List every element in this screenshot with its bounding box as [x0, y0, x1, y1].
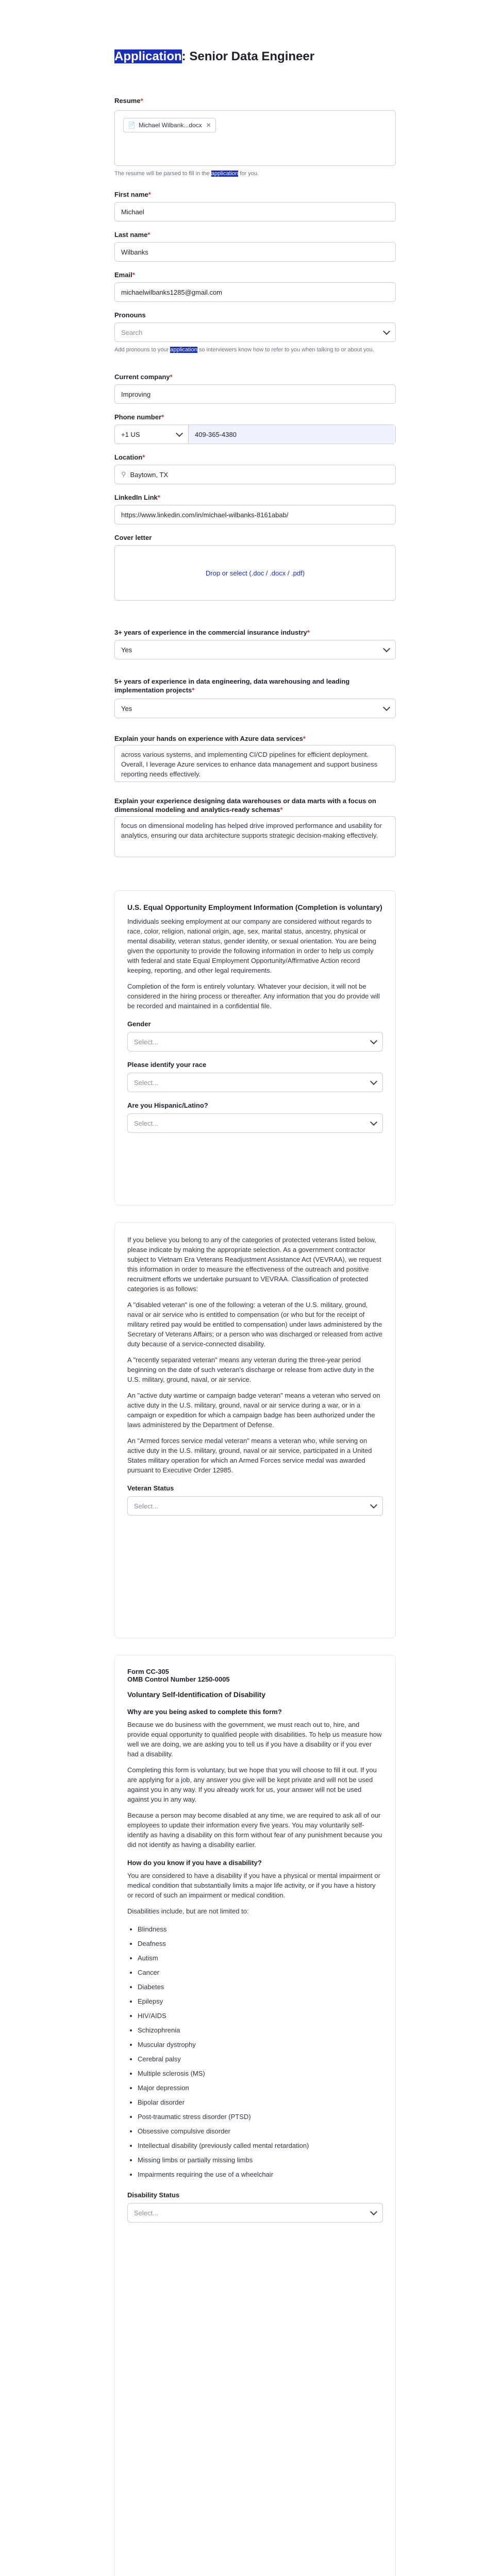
first-name-input[interactable]: Michael [114, 202, 396, 222]
cover-letter-dropzone-text: Drop or select (.doc / .docx / .pdf) [205, 569, 305, 577]
q-dw-textarea[interactable]: focus on dimensional modeling has helped drive improved performance and usability for analytics, ensuring our data architecture supports strategic decision-making effectively. [114, 816, 396, 857]
chevron-down-icon [370, 1501, 377, 1509]
list-item: • Impairments requiring the use of a wheelchair [138, 2167, 383, 2182]
veteran-status-label: Veteran Status [127, 1484, 174, 1492]
disability-paragraph: Because a person may become disabled at any time, we are required to ask all of our employees to update their information every five years. You may voluntarily self-identify as having a disability on this form without fear of any punishment because you did not identify as having a disability earlier. [127, 1811, 382, 1849]
eeo-paragraph: Individuals seeking employment at our company are considered without regards to race, color, religion, national origin, age, sex, marital status, ancestry, physical or mental disability, veteran status, gender identity, or sexual orientation. You are being given the opportunity to provide the following information in order to help us comply with federal and state Equal Employment Opportunity/Affirmative Action record keeping, reporting, and other legal requirements. [127, 918, 376, 974]
veteran-section [114, 1222, 396, 1638]
chevron-down-icon [370, 2208, 377, 2215]
chevron-down-icon [370, 1078, 377, 1085]
pronouns-label: Pronouns [114, 311, 146, 319]
pronouns-help: Add pronouns to your application so interviewers know how to refer to you when talking to or about you. [114, 347, 374, 353]
linkedin-input[interactable]: https://www.linkedin.com/in/michael-wilbanks-8161abab/ [114, 505, 396, 524]
company-input[interactable]: Improving [114, 384, 396, 404]
eeo-title: U.S. Equal Opportunity Employment Information (Completion is voluntary) [127, 903, 382, 911]
list-item: • Post-traumatic stress disorder (PTSD) [138, 2110, 383, 2124]
veteran-paragraph: A "disabled veteran" is one of the following: a veteran of the U.S. military, ground, naval or air service who is entitled to compensation (or who but for the receipt of military retired pay would be entitled to compensation) under laws administered by the Secretary of Veterans Affairs; or a person who was discharged or released from active duty because of a service-connected disability. [127, 1301, 382, 1348]
race-select[interactable]: Select... [127, 1073, 383, 1092]
chevron-down-icon [176, 430, 183, 437]
chevron-down-icon [383, 704, 390, 711]
q-azure-textarea[interactable]: across various systems, and implementing CI/CD pipelines for efficient deployment. Overall, I leverage Azure services to enhance data management and support business reporting needs effectively. [114, 745, 396, 782]
document-icon: 📄 [128, 122, 136, 129]
list-item: • Deafness [138, 1937, 383, 1951]
cover-letter-label: Cover letter [114, 534, 152, 541]
gender-label: Gender [127, 1020, 151, 1028]
hispanic-select[interactable]: Select... [127, 1113, 383, 1133]
q-insurance-select[interactable]: Yes [114, 640, 396, 659]
list-item: • Obsessive compulsive disorder [138, 2124, 383, 2139]
chevron-down-icon [370, 1118, 377, 1126]
resume-dropzone[interactable] [114, 110, 396, 166]
resume-label: Resume* [114, 97, 143, 105]
q-data-select[interactable]: Yes [114, 699, 396, 718]
q-data-label: 5+ years of experience in data engineering, data warehousing and leading implementation projects* [114, 677, 350, 694]
eeo-section [114, 890, 396, 1206]
hispanic-label: Are you Hispanic/Latino? [127, 1101, 208, 1109]
chevron-down-icon [383, 645, 390, 652]
phone-field [114, 425, 396, 444]
q-dw-label: Explain your experience designing data warehouses or data marts with a focus on dimensional modeling and analytics-ready schemas* [114, 797, 376, 814]
company-label: Current company* [114, 373, 173, 381]
list-item: • Cerebral palsy [138, 2052, 383, 2066]
disability-omb-number: OMB Control Number 1250-0005 [127, 1675, 230, 1683]
list-item: • Diabetes [138, 1980, 383, 1994]
q-azure-label: Explain your hands on experience with Azure data services* [114, 735, 306, 742]
gender-select[interactable]: Select... [127, 1032, 383, 1052]
disability-paragraph: Because we do business with the government, we must reach out to, hire, and provide equal opportunity to qualified people with disabilities. To help us measure how well we are doing, we are asking you to tell us if you have a disability or if you ever had a disability. [127, 1721, 382, 1758]
resume-note: The resume will be parsed to fill in the application for you. [114, 171, 259, 177]
disability-paragraph: Completing this form is voluntary, but we hope that you will choose to fill it out. If you are applying for a job, any answer you give will be kept private and will not be used against you in any way. If you already work for us, your answer will not be used against you in any way. [127, 1766, 377, 1803]
list-item: • HIV/AIDS [138, 2009, 383, 2023]
veteran-paragraph: An "active duty wartime or campaign badge veteran" means a veteran who served on active duty in the U.S. military, ground, naval or air service during a war, or in a campaign or expedition for which a campaign badge has been authorized under the laws administered by the Department of Defense. [127, 1392, 380, 1429]
phone-label: Phone number* [114, 413, 164, 421]
list-item: • Multiple sclerosis (MS) [138, 2066, 383, 2081]
resume-file-chip[interactable] [123, 118, 216, 132]
list-item: • Muscular dystrophy [138, 2038, 383, 2052]
first-name-label: First name* [114, 191, 151, 198]
veteran-paragraph: A "recently separated veteran" means any veteran during the three-year period beginning on the date of such veteran's discharge or release from active duty in the U.S. military, ground, naval, or air service. [127, 1356, 374, 1383]
list-item: • Cancer [138, 1965, 383, 1980]
phone-input[interactable]: 409-365-4380 [189, 425, 395, 444]
last-name-input[interactable]: Wilbanks [114, 242, 396, 262]
q-insurance-label: 3+ years of experience in the commercial insurance industry* [114, 629, 310, 636]
chevron-down-icon [370, 1037, 377, 1044]
search-icon: ⚲ [121, 470, 126, 478]
disability-list-intro: Disabilities include, but are not limited to: [127, 1907, 249, 1915]
location-label: Location* [114, 453, 145, 461]
close-icon[interactable]: ✕ [206, 122, 211, 129]
disability-title: Voluntary Self-Identification of Disability [127, 1690, 266, 1699]
location-input[interactable]: ⚲ Baytown, TX [114, 465, 396, 484]
list-item: • Major depression [138, 2081, 383, 2095]
list-item: • Epilepsy [138, 1994, 383, 2009]
phone-country-select[interactable]: +1 US [115, 425, 189, 444]
disability-form-number: Form CC-305 [127, 1668, 169, 1675]
disability-paragraph: You are considered to have a disability if you have a physical or mental impairment or medical condition that substantially limits a major life activity, or if you have a history or record of such an impairment or medical condition. [127, 1872, 380, 1899]
list-item: • Blindness [138, 1922, 383, 1937]
email-input[interactable]: michaelwilbanks1285@gmail.com [114, 282, 396, 302]
race-label: Please identify your race [127, 1061, 207, 1069]
list-item: • Intellectual disability (previously called mental retardation) [138, 2139, 383, 2153]
veteran-paragraph: If you believe you belong to any of the categories of protected veterans listed below, please indicate by making the appropriate selection. As a government contractor subject to Vietnam Era Veterans Readjustment Assistance Act (VEVRAA), we request this information in order to measure the effectiveness of the outreach and positive recruitment efforts we undertake pursuant to VEVRAA. Classification of protected categories is as follows: [127, 1236, 381, 1293]
resume-file-name: Michael Wilbank...docx [138, 122, 202, 129]
disability-why-heading: Why are you being asked to complete this form? [127, 1708, 282, 1716]
disability-status-label: Disability Status [127, 2191, 180, 2199]
list-item: • Missing limbs or partially missing limbs [138, 2153, 383, 2167]
linkedin-label: LinkedIn Link* [114, 494, 160, 501]
last-name-label: Last name* [114, 231, 151, 239]
disability-status-select[interactable]: Select... [127, 2203, 383, 2223]
pronouns-select[interactable]: Search [114, 323, 396, 342]
chevron-down-icon [383, 328, 390, 335]
cover-letter-dropzone[interactable] [114, 545, 396, 601]
list-item: • Autism [138, 1951, 383, 1965]
disability-list [127, 1922, 383, 2182]
disability-section [114, 1655, 396, 2576]
email-label: Email* [114, 271, 135, 279]
veteran-paragraph: An "Armed forces service medal veteran" means a veteran who, while serving on active duty in the U.S. military, ground, naval or air service, participated in a United States military operation for which an Armed Forces service medal was awarded pursuant to Executive Order 12985. [127, 1437, 372, 1474]
veteran-status-select[interactable]: Select... [127, 1496, 383, 1516]
list-item: • Bipolar disorder [138, 2095, 383, 2110]
disability-how-heading: How do you know if you have a disability? [127, 1859, 262, 1867]
list-item: • Schizophrenia [138, 2023, 383, 2038]
page-title: Application: Senior Data Engineer [114, 49, 315, 63]
eeo-paragraph: Completion of the form is entirely voluntary. Whatever your decision, it will not be considered in the hiring process or thereafter. Any information that you do provide will be recorded and maintained in a confidential file. [127, 982, 380, 1010]
